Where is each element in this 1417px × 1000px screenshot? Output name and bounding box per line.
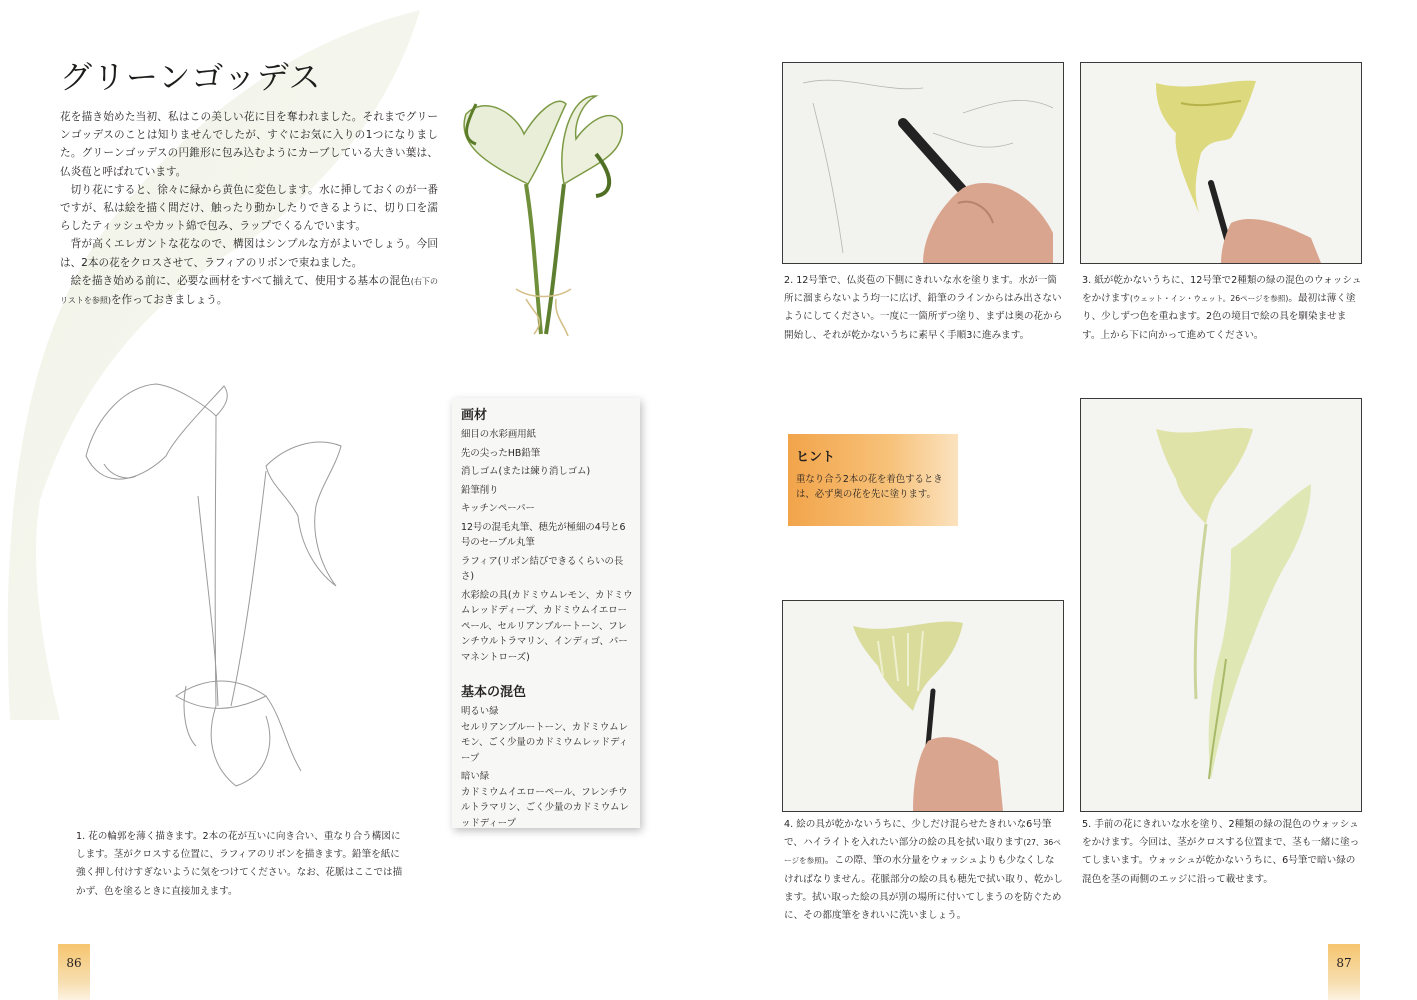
step-2-photo — [782, 62, 1064, 264]
materials-item: 水彩絵の具(カドミウムレモン、カドミウムレッドディープ、カドミウムイエローペール、セルリアンブルートーン、フレンチウルトラマリン、インディゴ、パーマネントローズ) — [461, 589, 633, 663]
materials-heading: 画材 — [461, 408, 488, 423]
intro-paragraph — [60, 272, 438, 310]
step-4-photo — [782, 600, 1064, 812]
step-4-image — [783, 601, 1063, 811]
step-3-caption — [1082, 272, 1362, 345]
step-2-caption: 2. 12号筆で、仏炎苞の下側にきれいな水を塗ります。水が一箇所に溜まらないよう均一に広げ、鉛筆のラインからはみ出さないようにしてください。一度に一箇所ずつ塗り、まずは奥の花から開始し、それが乾かないうちに素早く手順3に進みます。 — [784, 275, 1063, 341]
step-4-caption — [784, 816, 1064, 925]
finished-calla-lily-painting — [446, 84, 642, 342]
mix-item: 明るい緑 — [461, 706, 499, 717]
intro-text-part: を作っておきましょう。 — [110, 294, 228, 307]
page-title: グリーンゴッデス — [60, 58, 322, 96]
page-number-left: 86 — [58, 944, 90, 1000]
hint-heading: ヒント — [796, 450, 836, 465]
pencil-outline-sketch — [66, 376, 386, 834]
mixes-heading: 基本の混色 — [461, 685, 527, 700]
step-2-image — [783, 63, 1063, 263]
mix-item: セルリアンブルートーン、カドミウムレモン、ごく少量のカドミウムレッドディープ — [461, 721, 629, 764]
intro-paragraph: 花を描き始めた当初、私はこの美しい花に目を奪われました。それまでグリーンゴッデスのことは知りませんでしたが、すぐにお気に入りの1つになりました。グリーンゴッデスの円錐形に包み込むようにカーブしている大きい葉は、仏炎苞と呼ばれています。 — [60, 111, 438, 178]
materials-item: 先の尖ったHB鉛筆 — [461, 447, 541, 459]
step-3-text-part: 。最初は薄く塗り、少しずつ色を重ねます。2色の境目で絵の具を馴染ませます。上から下に向かって進めてください。 — [1082, 293, 1356, 341]
intro-paragraph: 背が高くエレガントな花なので、構図はシンプルな方がよいでしょう。今回は、2本の花をクロスさせて、ラフィアのリボンで束ねました。 — [60, 238, 438, 269]
materials-item: 鉛筆削り — [461, 484, 499, 496]
step-5-caption: 5. 手前の花にきれいな水を塗り、2種類の緑の混色のウォッシュをかけます。今回は、茎がクロスする位置まで、茎も一緒に塗ってしまいます。ウォッシュが乾かないうちに、6号筆で暗い緑の混色を茎の両側のエッジに沿って載せます。 — [1082, 819, 1360, 885]
step-1-caption: 1. 花の輪郭を薄く描きます。2本の花が互いに向き合い、重なり合う構図にします。茎がクロスする位置に、ラフィアのリボンを描きます。鉛筆を紙に強く押し付けすぎないように気をつけてください。なお、花脈はここでは描かず、色を塗るときに直接加えます。 — [76, 831, 403, 897]
step-4-reference: (27、36ページを参照) — [784, 838, 1061, 866]
materials-card — [452, 398, 640, 828]
step-3-reference: (ウェット・イン・ウェット。26ページを参照) — [1129, 294, 1289, 304]
materials-item: キッチンペーパー — [461, 503, 535, 514]
step-3-image — [1081, 63, 1361, 263]
step-4-text-part: 。この際、筆の水分量をウォッシュよりも少なくしなければなりません。花脈部分の絵の具も穂先で拭い取り、乾かします。拭い取った絵の具が別の場所に付いてしまうのを防ぐために、その都度筆をきれいに洗いましょう。 — [784, 855, 1063, 922]
step-3-photo — [1080, 62, 1362, 264]
hint-text: 重なり合う2本の花を着色するときは、必ず奥の花を先に塗ります。 — [796, 474, 943, 500]
materials-item: 消しゴム(または練り消しゴム) — [461, 466, 591, 477]
page-number-right: 87 — [1328, 944, 1360, 1000]
intro-paragraph: 切り花にすると、徐々に緑から黄色に変色します。水に挿しておくのが一番ですが、私は絵を描く間だけ、触ったり動かしたりできるように、切り口を濡らしたティッシュやカット綿で包み、ラップでくるんでいます。 — [60, 183, 438, 233]
materials-item: 12号の混毛丸筆、穂先が極細の4号と6号のセーブル丸筆 — [461, 521, 626, 548]
mix-item: 暗い緑 — [461, 771, 490, 782]
step-5-photo — [1080, 398, 1362, 812]
materials-item: ラフィア(リボン結びできるくらいの長さ) — [461, 555, 624, 582]
step-3-text-part: 3. 紙が乾かないうちに、12号筆で2種類の緑の混色のウォッシュをかけます — [1082, 275, 1362, 305]
intro-text — [60, 108, 438, 310]
mix-item: カドミウムイエローペール、フレンチウルトラマリン、ごく少量のカドミウムレッドディープ — [461, 786, 629, 829]
intro-text-part: 絵を描き始める前に、必要な画材をすべて揃えて、使用する基本の混色 — [70, 274, 411, 287]
hint-box — [788, 434, 958, 526]
intro-reference: (右下のリストを参照) — [60, 276, 439, 306]
materials-item: 細目の水彩画用紙 — [461, 429, 537, 440]
step-5-image — [1081, 399, 1361, 811]
step-4-text-part: 4. 絵の具が乾かないうちに、少しだけ混らせたきれいな6号筆で、ハイライトを入れたい部分の絵の具を拭い取ります — [784, 819, 1052, 849]
